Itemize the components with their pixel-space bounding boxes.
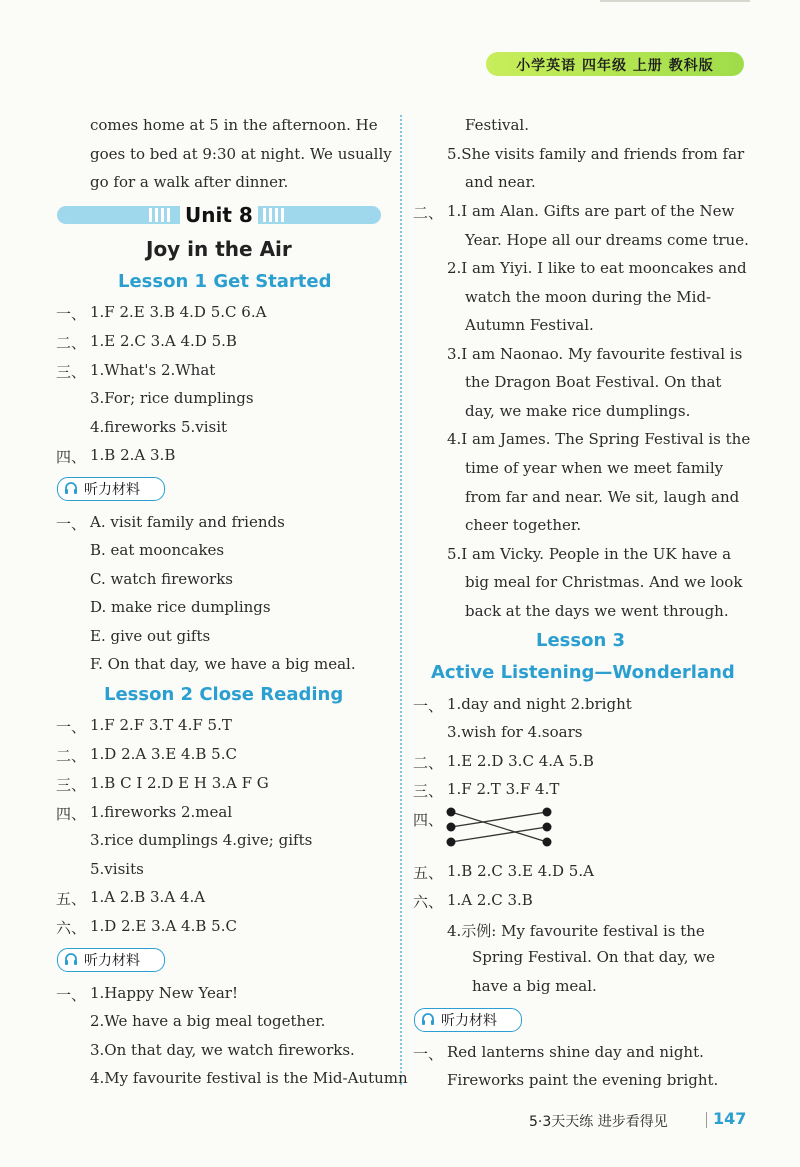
listening-line: F. On that day, we have a big meal. [90,655,356,673]
answer-line: 1.A 2.C 3.B [447,891,533,909]
section-marker: 三、 [56,776,87,794]
answer-line: 1.B 2.C 3.E 4.D 5.A [447,862,594,880]
answer-line: day, we make rice dumplings. [465,402,691,420]
listening-line: D. make rice dumplings [90,598,271,616]
answer-line: watch the moon during the Mid- [465,288,712,306]
section-marker: 二、 [56,334,87,352]
answer-line: 3.I am Naonao. My favourite festival is [447,345,743,363]
answer-line: 5.I am Vicky. People in the UK have a [447,545,732,563]
intro-line: comes home at 5 in the afternoon. He [90,116,378,134]
headphones-icon [64,952,78,966]
section-marker: 四、 [56,805,87,823]
section-marker: 六、 [56,919,87,937]
section-marker: 一、 [413,1045,444,1063]
answer-line: 3.wish for 4.soars [447,723,583,741]
answer-line: Year. Hope all our dreams come true. [465,231,749,249]
answer-line: 1.D 2.A 3.E 4.B 5.C [90,745,237,763]
listening-line: 4.My favourite festival is the Mid-Autumn [90,1069,408,1087]
section-marker: 一、 [56,515,87,533]
answer-line: 1.F 2.E 3.B 4.D 5.C 6.A [90,303,267,321]
section-marker: 二、 [413,204,444,222]
listening-material-tag [414,1008,522,1032]
answer-line: 4.fireworks 5.visit [90,418,228,436]
answer-line: time of year when we meet family [465,459,724,477]
listening-label: 听力材料 [84,482,140,498]
section-marker: 二、 [56,747,87,765]
footer-separator [706,1112,707,1128]
headphones-icon [64,481,78,495]
answer-line: Spring Festival. On that day, we [472,948,716,966]
answer-line: from far and near. We sit, laugh and [465,488,740,506]
section-marker: 六、 [413,893,444,911]
section-marker: 三、 [413,782,444,800]
section-marker: 一、 [413,697,444,715]
answer-line: back at the days we went through. [465,602,729,620]
listening-line: 3.On that day, we watch fireworks. [90,1041,355,1059]
page-number: 147 [713,1109,747,1128]
unit-title: Unit 8 [180,203,258,227]
section-marker: 四、 [56,448,87,466]
answer-line: 4.I am James. The Spring Festival is the [447,430,751,448]
matching-diagram [443,806,555,848]
unit-subtitle: Joy in the Air [146,237,292,261]
section-marker: 四、 [413,811,444,829]
answer-line: 4.示例: My favourite festival is the [447,922,705,940]
listening-line: B. eat mooncakes [90,541,225,559]
answer-line: 1.What's 2.What [90,361,216,379]
lesson2-title: Lesson 2 Close Reading [104,684,344,705]
lesson3-subtitle: Active Listening—Wonderland [431,662,735,683]
listening-material-tag [57,477,165,501]
answer-line: 2.I am Yiyi. I like to eat mooncakes and [447,259,747,277]
answer-line: 1.F 2.T 3.F 4.T [447,780,560,798]
column-divider [400,115,402,1085]
section-marker: 三、 [56,363,87,381]
listening-line: Fireworks paint the evening bright. [447,1071,719,1089]
answer-line: 5.visits [90,860,144,878]
answer-line: 1.A 2.B 3.A 4.A [90,888,206,906]
listening-material-tag [57,948,165,972]
answer-line: have a big meal. [472,977,597,995]
listening-line: C. watch fireworks [90,570,233,588]
answer-line: 1.E 2.C 3.A 4.D 5.B [90,332,237,350]
listening-line: 2.We have a big meal together. [90,1012,326,1030]
lesson3-title: Lesson 3 [536,630,626,651]
section-marker: 一、 [56,305,87,323]
intro-line: go for a walk after dinner. [90,173,289,191]
answer-line: cheer together. [465,516,582,534]
answer-line: big meal for Christmas. And we look [465,573,743,591]
section-marker: 一、 [56,986,87,1004]
answer-line: 1.day and night 2.bright [447,695,632,713]
answer-line: 1.D 2.E 3.A 4.B 5.C [90,917,237,935]
answer-line: Autumn Festival. [465,316,594,334]
section-marker: 一、 [56,718,87,736]
answer-line: Festival. [465,116,529,134]
header-banner-text: 小学英语 四年级 上册 教科版 [516,58,714,74]
footer-brand: 5·3天天练 进步看得见 [529,1114,668,1130]
answer-line: the Dragon Boat Festival. On that [465,373,722,391]
listening-label: 听力材料 [84,953,140,969]
listening-line: A. visit family and friends [90,513,285,531]
answer-line: 5.She visits family and friends from far [447,145,745,163]
answer-line: 1.F 2.F 3.T 4.F 5.T [90,716,232,734]
answer-line: 3.For; rice dumplings [90,389,254,407]
section-marker: 五、 [413,864,444,882]
listening-line: Red lanterns shine day and night. [447,1043,704,1061]
listening-line: 1.Happy New Year! [90,984,239,1002]
header-banner [486,52,744,76]
section-marker: 五、 [56,890,87,908]
answer-line: 1.B 2.A 3.B [90,446,176,464]
listening-label: 听力材料 [441,1013,497,1029]
listening-line: E. give out gifts [90,627,211,645]
headphones-icon [421,1012,435,1026]
section-marker: 二、 [413,754,444,772]
lesson1-title: Lesson 1 Get Started [118,271,332,292]
intro-line: goes to bed at 9:30 at night. We usually [90,145,392,163]
answer-line: 1.fireworks 2.meal [90,803,233,821]
answer-line: 3.rice dumplings 4.give; gifts [90,831,313,849]
answer-line: 1.B C I 2.D E H 3.A F G [90,774,269,792]
answer-line: 1.I am Alan. Gifts are part of the New [447,202,735,220]
answer-line: and near. [465,173,536,191]
answer-line: 1.E 2.D 3.C 4.A 5.B [447,752,594,770]
top-edge-line [600,0,750,2]
